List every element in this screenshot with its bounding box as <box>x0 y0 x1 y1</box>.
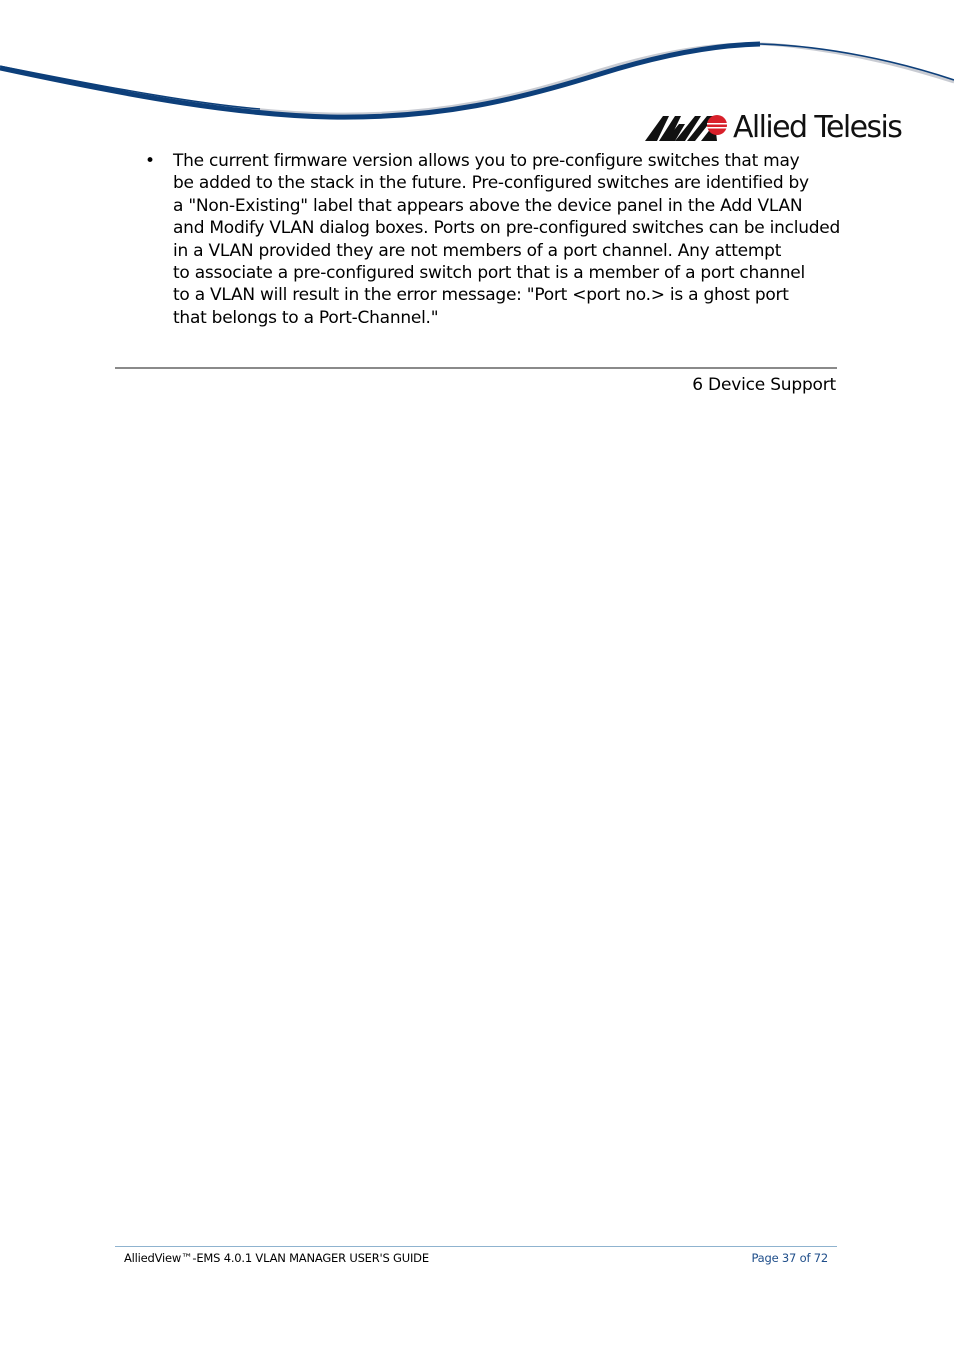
paragraph-line: The current firmware version allows you to pre-configure switches that may <box>173 151 800 171</box>
paragraph-line: be added to the stack in the future. Pre-configured switches are identified by <box>173 173 809 194</box>
footer-divider <box>115 1246 837 1247</box>
logo-wordmark: Allied Telesis <box>733 110 902 145</box>
paragraph-line: to associate a pre-configured switch port that is a member of a port channel <box>173 263 805 284</box>
paragraph-line: a "Non-Existing" label that appears above the device panel in the Add VLAN <box>173 195 803 216</box>
footer-document-title: AlliedView™-EMS 4.0.1 VLAN MANAGER USER'S GUIDE <box>124 1251 429 1265</box>
footer-page-number: Page 37 of 72 <box>751 1251 828 1265</box>
paragraph-line: to a VLAN will result in the error message: "Port <port no.> is a ghost port <box>173 285 789 306</box>
section-title: 6 Device Support <box>692 375 836 395</box>
paragraph-line: and Modify VLAN dialog boxes. Ports on pre-configured switches can be included <box>173 218 841 239</box>
paragraph-line: that belongs to a Port-Channel." <box>173 307 439 328</box>
allied-telesis-logo-mark-icon <box>645 114 729 142</box>
bullet-list <box>145 150 841 329</box>
section-divider <box>115 367 837 369</box>
bullet-item <box>145 150 841 329</box>
allied-telesis-logo <box>645 108 905 148</box>
paragraph-line: in a VLAN provided they are not members of a port channel. Any attempt <box>173 240 782 261</box>
bullet-dot: • <box>145 151 155 171</box>
